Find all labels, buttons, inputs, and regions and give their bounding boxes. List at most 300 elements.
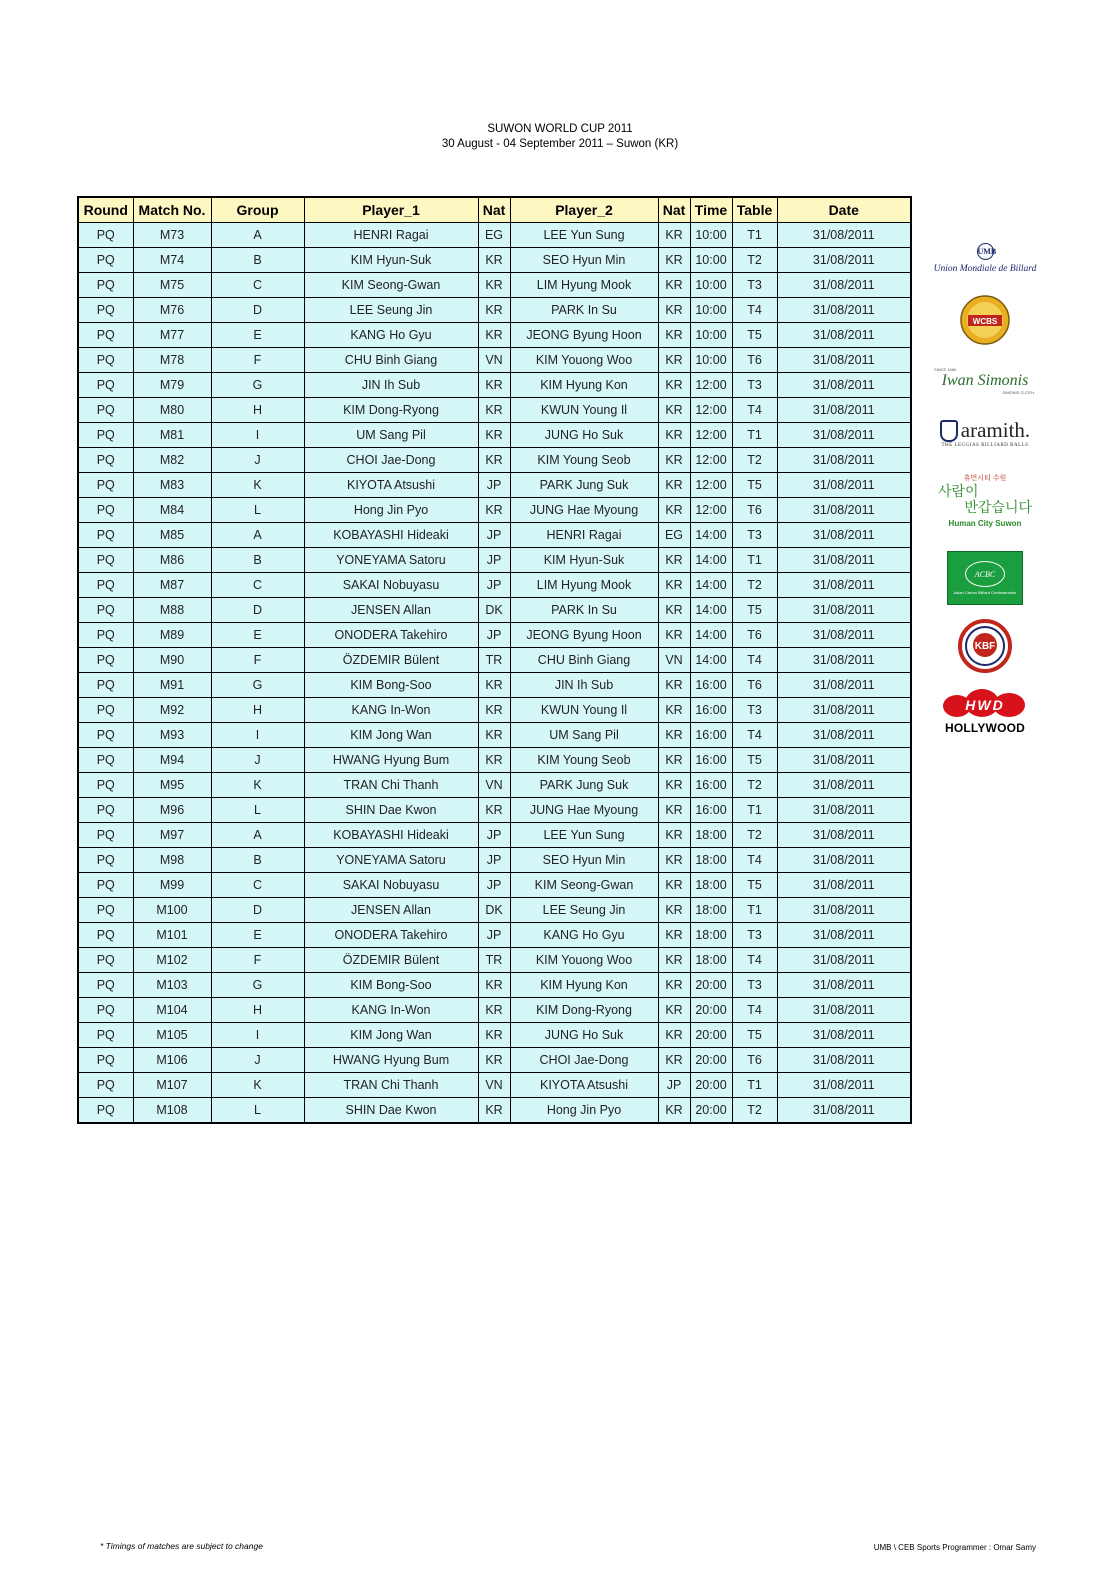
cell-round: PQ <box>78 623 133 648</box>
cell-table: T3 <box>732 523 777 548</box>
table-row <box>78 748 911 773</box>
column-header-table: Table <box>732 197 777 223</box>
cell-nat-2: KR <box>658 773 690 798</box>
cell-round: PQ <box>78 348 133 373</box>
cell-time: 16:00 <box>690 773 732 798</box>
cell-table: T6 <box>732 673 777 698</box>
cell-round: PQ <box>78 1098 133 1124</box>
table-row <box>78 923 911 948</box>
column-header-round: Round <box>78 197 133 223</box>
tournament-dates: 30 August - 04 September 2011 – Suwon (KR) <box>441 138 679 150</box>
umb-logo <box>926 236 1044 280</box>
cell-match-no: M105 <box>133 1023 211 1048</box>
table-row <box>78 598 911 623</box>
cell-round: PQ <box>78 223 133 248</box>
cell-player-1: TRAN Chi Thanh <box>304 1073 478 1098</box>
cell-nat-1: KR <box>478 398 510 423</box>
cell-match-no: M76 <box>133 298 211 323</box>
cell-group: F <box>211 348 304 373</box>
cell-player-1: KIM Jong Wan <box>304 1023 478 1048</box>
cell-date: 31/08/2011 <box>777 973 911 998</box>
cell-table: T5 <box>732 323 777 348</box>
cell-match-no: M91 <box>133 673 211 698</box>
cell-player-1: ONODERA Takehiro <box>304 623 478 648</box>
cell-group: B <box>211 848 304 873</box>
cell-date: 31/08/2011 <box>777 473 911 498</box>
cell-player-1: KIM Bong-Soo <box>304 973 478 998</box>
cell-group: D <box>211 598 304 623</box>
cell-round: PQ <box>78 498 133 523</box>
umb-mark: UMB <box>977 243 994 260</box>
cell-round: PQ <box>78 923 133 948</box>
table-row <box>78 423 911 448</box>
table-row <box>78 273 911 298</box>
cell-player-2: PARK In Su <box>510 598 658 623</box>
cell-match-no: M93 <box>133 723 211 748</box>
cell-date: 31/08/2011 <box>777 398 911 423</box>
cell-nat-1: JP <box>478 523 510 548</box>
cell-group: I <box>211 723 304 748</box>
schedule-table <box>77 196 912 1124</box>
cell-date: 31/08/2011 <box>777 698 911 723</box>
cell-table: T3 <box>732 373 777 398</box>
table-row <box>78 248 911 273</box>
table-row <box>78 723 911 748</box>
table-row <box>78 1073 911 1098</box>
cell-player-1: UM Sang Pil <box>304 423 478 448</box>
cell-nat-2: JP <box>658 1073 690 1098</box>
cell-nat-2: KR <box>658 298 690 323</box>
cell-nat-1: KR <box>478 798 510 823</box>
simonis-since: SINCE 1680 <box>934 367 957 372</box>
cell-time: 14:00 <box>690 548 732 573</box>
cell-date: 31/08/2011 <box>777 548 911 573</box>
cell-match-no: M106 <box>133 1048 211 1073</box>
cell-table: T4 <box>732 723 777 748</box>
cell-time: 12:00 <box>690 448 732 473</box>
cell-group: E <box>211 323 304 348</box>
cell-match-no: M87 <box>133 573 211 598</box>
table-row <box>78 623 911 648</box>
cell-date: 31/08/2011 <box>777 648 911 673</box>
table-row <box>78 298 911 323</box>
cell-match-no: M108 <box>133 1098 211 1124</box>
cell-round: PQ <box>78 948 133 973</box>
aramith-sub: THE LEGGIAS BILLIARD BALLS <box>941 443 1029 448</box>
cell-player-2: SEO Hyun Min <box>510 848 658 873</box>
cell-match-no: M94 <box>133 748 211 773</box>
cell-player-1: KIM Seong-Gwan <box>304 273 478 298</box>
cell-match-no: M81 <box>133 423 211 448</box>
cell-nat-1: KR <box>478 1048 510 1073</box>
cell-round: PQ <box>78 523 133 548</box>
cell-player-1: YONEYAMA Satoru <box>304 548 478 573</box>
cell-match-no: M101 <box>133 923 211 948</box>
cell-player-1: KOBAYASHI Hideaki <box>304 823 478 848</box>
cell-player-2: KIM Young Seob <box>510 748 658 773</box>
cell-nat-2: KR <box>658 373 690 398</box>
cell-player-1: JENSEN Allan <box>304 898 478 923</box>
cell-nat-1: DK <box>478 898 510 923</box>
cell-round: PQ <box>78 1073 133 1098</box>
cell-table: T5 <box>732 598 777 623</box>
cell-round: PQ <box>78 573 133 598</box>
cell-group: K <box>211 773 304 798</box>
cell-date: 31/08/2011 <box>777 998 911 1023</box>
cell-time: 12:00 <box>690 373 732 398</box>
cell-date: 31/08/2011 <box>777 423 911 448</box>
cell-table: T6 <box>732 348 777 373</box>
cell-player-2: KWUN Young Il <box>510 698 658 723</box>
cell-group: K <box>211 473 304 498</box>
table-row <box>78 448 911 473</box>
cell-table: T1 <box>732 423 777 448</box>
suwon-city-logo <box>926 464 1044 536</box>
cell-nat-1: VN <box>478 1073 510 1098</box>
cell-player-2: SEO Hyun Min <box>510 248 658 273</box>
cell-time: 20:00 <box>690 1023 732 1048</box>
cell-time: 10:00 <box>690 348 732 373</box>
cell-player-2: LIM Hyung Mook <box>510 573 658 598</box>
table-row <box>78 323 911 348</box>
cell-nat-2: KR <box>658 398 690 423</box>
cell-player-2: HENRI Ragai <box>510 523 658 548</box>
cell-date: 31/08/2011 <box>777 773 911 798</box>
cell-date: 31/08/2011 <box>777 723 911 748</box>
cell-nat-2: KR <box>658 923 690 948</box>
cell-player-1: KIM Jong Wan <box>304 723 478 748</box>
cell-group: J <box>211 748 304 773</box>
cell-player-2: KIM Youong Woo <box>510 948 658 973</box>
cell-nat-1: JP <box>478 873 510 898</box>
cell-player-1: HWANG Hyung Bum <box>304 748 478 773</box>
page-header <box>0 122 1120 152</box>
cell-time: 18:00 <box>690 873 732 898</box>
table-row <box>78 1048 911 1073</box>
cell-time: 14:00 <box>690 523 732 548</box>
cell-player-2: LEE Yun Sung <box>510 823 658 848</box>
cell-match-no: M77 <box>133 323 211 348</box>
cell-nat-1: VN <box>478 773 510 798</box>
column-header-group: Group <box>211 197 304 223</box>
cell-player-2: KIM Youong Woo <box>510 348 658 373</box>
cell-nat-2: KR <box>658 698 690 723</box>
table-row <box>78 398 911 423</box>
cell-date: 31/08/2011 <box>777 923 911 948</box>
cell-match-no: M97 <box>133 823 211 848</box>
cell-table: T4 <box>732 648 777 673</box>
cell-match-no: M92 <box>133 698 211 723</box>
table-row <box>78 1098 911 1124</box>
aramith-logo <box>926 414 1044 452</box>
cell-group: A <box>211 223 304 248</box>
cell-group: L <box>211 498 304 523</box>
cell-player-1: CHU Binh Giang <box>304 348 478 373</box>
cell-player-2: PARK Jung Suk <box>510 773 658 798</box>
cell-round: PQ <box>78 598 133 623</box>
cell-round: PQ <box>78 298 133 323</box>
table-row <box>78 673 911 698</box>
cell-time: 10:00 <box>690 273 732 298</box>
schedule-table-body <box>78 223 911 1124</box>
cell-round: PQ <box>78 1048 133 1073</box>
wcbs-emblem <box>959 294 1011 346</box>
cell-nat-2: KR <box>658 748 690 773</box>
cell-group: J <box>211 1048 304 1073</box>
cell-player-1: KIM Dong-Ryong <box>304 398 478 423</box>
cell-group: A <box>211 823 304 848</box>
cell-player-1: KIM Hyun-Suk <box>304 248 478 273</box>
cell-player-2: KIM Dong-Ryong <box>510 998 658 1023</box>
cell-player-2: LIM Hyung Mook <box>510 273 658 298</box>
cell-group: E <box>211 923 304 948</box>
cell-player-2: KANG Ho Gyu <box>510 923 658 948</box>
cell-round: PQ <box>78 373 133 398</box>
cell-nat-2: KR <box>658 423 690 448</box>
cell-nat-1: KR <box>478 673 510 698</box>
cell-table: T4 <box>732 948 777 973</box>
cell-match-no: M84 <box>133 498 211 523</box>
cell-group: F <box>211 648 304 673</box>
cell-player-1: KANG In-Won <box>304 998 478 1023</box>
cell-date: 31/08/2011 <box>777 598 911 623</box>
cell-time: 18:00 <box>690 848 732 873</box>
cell-table: T3 <box>732 973 777 998</box>
cell-nat-2: KR <box>658 823 690 848</box>
cell-player-1: KIM Bong-Soo <box>304 673 478 698</box>
cell-group: D <box>211 898 304 923</box>
acbc-logo <box>926 550 1044 606</box>
cell-date: 31/08/2011 <box>777 873 911 898</box>
cell-nat-1: KR <box>478 298 510 323</box>
cell-nat-2: KR <box>658 348 690 373</box>
cell-nat-2: VN <box>658 648 690 673</box>
cell-player-1: JENSEN Allan <box>304 598 478 623</box>
cell-round: PQ <box>78 648 133 673</box>
cell-player-1: KANG In-Won <box>304 698 478 723</box>
cell-time: 10:00 <box>690 223 732 248</box>
cell-date: 31/08/2011 <box>777 673 911 698</box>
cell-player-2: UM Sang Pil <box>510 723 658 748</box>
footer-note: * Timings of matches are subject to change <box>100 1541 263 1551</box>
cell-nat-2: KR <box>658 548 690 573</box>
cell-time: 16:00 <box>690 798 732 823</box>
cell-player-2: JIN Ih Sub <box>510 673 658 698</box>
table-row <box>78 523 911 548</box>
cell-nat-2: KR <box>658 498 690 523</box>
simonis-mark: Iwan Simonis <box>941 372 1029 389</box>
cell-table: T2 <box>732 248 777 273</box>
cell-group: I <box>211 423 304 448</box>
cell-match-no: M100 <box>133 898 211 923</box>
cell-player-2: CHU Binh Giang <box>510 648 658 673</box>
cell-nat-2: KR <box>658 323 690 348</box>
table-row <box>78 998 911 1023</box>
svg-text:WCBS: WCBS <box>972 317 998 326</box>
table-row <box>78 823 911 848</box>
cell-player-1: CHOI Jae-Dong <box>304 448 478 473</box>
cell-player-2: KIM Seong-Gwan <box>510 873 658 898</box>
table-row <box>78 773 911 798</box>
cell-group: H <box>211 998 304 1023</box>
cell-match-no: M95 <box>133 773 211 798</box>
cell-round: PQ <box>78 723 133 748</box>
wcbs-logo <box>926 292 1044 348</box>
header-row <box>78 197 911 223</box>
cell-date: 31/08/2011 <box>777 298 911 323</box>
column-header-nat-1: Nat <box>478 197 510 223</box>
cell-nat-2: KR <box>658 573 690 598</box>
cell-table: T6 <box>732 1048 777 1073</box>
cell-table: T1 <box>732 798 777 823</box>
cell-date: 31/08/2011 <box>777 348 911 373</box>
cell-time: 18:00 <box>690 948 732 973</box>
cell-nat-1: KR <box>478 723 510 748</box>
cell-time: 12:00 <box>690 398 732 423</box>
cell-player-1: KANG Ho Gyu <box>304 323 478 348</box>
cell-match-no: M96 <box>133 798 211 823</box>
svg-text:KBF: KBF <box>974 641 996 652</box>
cell-time: 10:00 <box>690 323 732 348</box>
cell-match-no: M88 <box>133 598 211 623</box>
cell-match-no: M99 <box>133 873 211 898</box>
cell-nat-2: KR <box>658 1048 690 1073</box>
aramith-shield-icon <box>940 420 958 442</box>
cell-group: G <box>211 973 304 998</box>
hollywood-logo <box>926 684 1044 740</box>
cell-match-no: M78 <box>133 348 211 373</box>
cell-time: 20:00 <box>690 1073 732 1098</box>
cell-nat-1: JP <box>478 623 510 648</box>
cell-table: T1 <box>732 1073 777 1098</box>
cell-nat-2: KR <box>658 598 690 623</box>
cell-nat-1: JP <box>478 573 510 598</box>
cell-player-2: KIYOTA Atsushi <box>510 1073 658 1098</box>
cell-time: 16:00 <box>690 673 732 698</box>
cell-player-1: HWANG Hyung Bum <box>304 1048 478 1073</box>
column-header-player-1: Player_1 <box>304 197 478 223</box>
acbc-mark: ACBC <box>965 561 1005 587</box>
cell-date: 31/08/2011 <box>777 748 911 773</box>
cell-round: PQ <box>78 548 133 573</box>
cell-nat-2: KR <box>658 873 690 898</box>
cell-table: T4 <box>732 998 777 1023</box>
table-row <box>78 898 911 923</box>
cell-match-no: M107 <box>133 1073 211 1098</box>
cell-nat-1: KR <box>478 373 510 398</box>
table-row <box>78 798 911 823</box>
cell-nat-1: KR <box>478 423 510 448</box>
cell-player-2: JEONG Byung Hoon <box>510 623 658 648</box>
cell-round: PQ <box>78 1023 133 1048</box>
cell-round: PQ <box>78 848 133 873</box>
cell-group: G <box>211 373 304 398</box>
table-row <box>78 873 911 898</box>
cell-table: T2 <box>732 1098 777 1124</box>
cell-group: F <box>211 948 304 973</box>
umb-text: Union Mondiale de Billard <box>933 263 1037 274</box>
cell-time: 12:00 <box>690 473 732 498</box>
column-header-date: Date <box>777 197 911 223</box>
table-row <box>78 373 911 398</box>
cell-player-2: PARK Jung Suk <box>510 473 658 498</box>
cell-time: 10:00 <box>690 248 732 273</box>
cell-date: 31/08/2011 <box>777 498 911 523</box>
cell-player-1: SHIN Dae Kwon <box>304 1098 478 1124</box>
cell-nat-1: KR <box>478 1023 510 1048</box>
cell-nat-1: TR <box>478 648 510 673</box>
cell-player-2: KIM Young Seob <box>510 448 658 473</box>
cell-group: E <box>211 623 304 648</box>
cell-round: PQ <box>78 673 133 698</box>
cell-nat-1: KR <box>478 998 510 1023</box>
schedule-table-head <box>78 197 911 223</box>
cell-round: PQ <box>78 773 133 798</box>
cell-nat-1: KR <box>478 973 510 998</box>
cell-table: T6 <box>732 498 777 523</box>
cell-nat-2: KR <box>658 973 690 998</box>
table-row <box>78 573 911 598</box>
cell-round: PQ <box>78 973 133 998</box>
cell-time: 20:00 <box>690 973 732 998</box>
cell-match-no: M80 <box>133 398 211 423</box>
simonis-logo <box>926 360 1044 402</box>
cell-nat-1: JP <box>478 848 510 873</box>
column-header-player-2: Player_2 <box>510 197 658 223</box>
cell-round: PQ <box>78 873 133 898</box>
cell-match-no: M90 <box>133 648 211 673</box>
table-row <box>78 948 911 973</box>
cell-date: 31/08/2011 <box>777 798 911 823</box>
cell-group: B <box>211 548 304 573</box>
table-row <box>78 698 911 723</box>
cell-table: T5 <box>732 473 777 498</box>
table-row <box>78 498 911 523</box>
cell-table: T4 <box>732 398 777 423</box>
cell-nat-1: VN <box>478 348 510 373</box>
suwon-line2: 반갑습니다 <box>964 498 1032 515</box>
kbf-logo <box>926 618 1044 674</box>
cell-round: PQ <box>78 998 133 1023</box>
cell-match-no: M75 <box>133 273 211 298</box>
cell-date: 31/08/2011 <box>777 1023 911 1048</box>
hollywood-sub: HOLLYWOOD <box>944 721 1026 735</box>
cell-date: 31/08/2011 <box>777 448 911 473</box>
cell-match-no: M104 <box>133 998 211 1023</box>
cell-nat-2: KR <box>658 723 690 748</box>
cell-group: A <box>211 523 304 548</box>
cell-nat-1: KR <box>478 448 510 473</box>
cell-time: 18:00 <box>690 823 732 848</box>
tournament-title: SUWON WORLD CUP 2011 <box>487 123 633 135</box>
cell-nat-2: KR <box>658 898 690 923</box>
cell-table: T6 <box>732 623 777 648</box>
cell-round: PQ <box>78 698 133 723</box>
cell-player-2: PARK In Su <box>510 298 658 323</box>
cell-round: PQ <box>78 798 133 823</box>
table-row <box>78 973 911 998</box>
cell-round: PQ <box>78 423 133 448</box>
cell-round: PQ <box>78 248 133 273</box>
cell-date: 31/08/2011 <box>777 373 911 398</box>
suwon-top: 휴먼시티 수원 <box>963 474 1007 482</box>
cell-nat-2: KR <box>658 998 690 1023</box>
cell-round: PQ <box>78 473 133 498</box>
cell-date: 31/08/2011 <box>777 948 911 973</box>
column-header-nat-2: Nat <box>658 197 690 223</box>
cell-nat-2: KR <box>658 223 690 248</box>
kbf-emblem <box>958 619 1012 673</box>
